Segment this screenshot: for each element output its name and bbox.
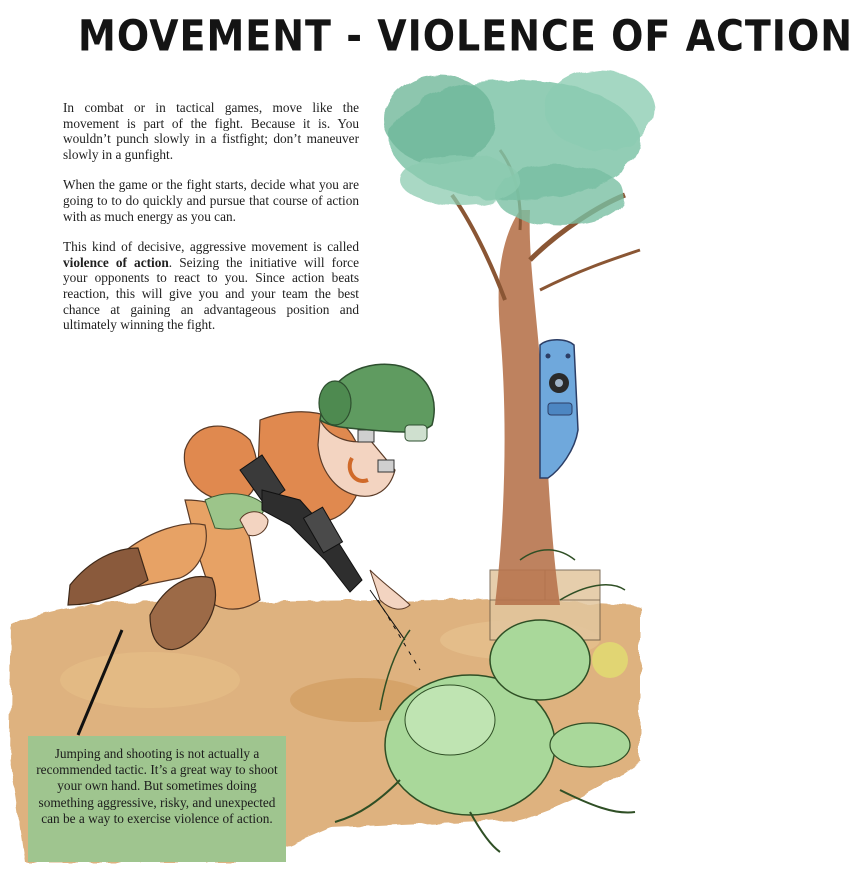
page-title: MOVEMENT - VIOLENCE OF ACTION — [78, 11, 853, 61]
paragraph-1: In combat or in tactical games, move like the movement is part of the fight. Because it is. You wouldn’t punch slowly in a fistfight; don’t maneuver slowly in a gunfight. — [63, 100, 359, 162]
violence-of-action-term: violence of action — [63, 254, 169, 270]
paragraph-2: When the game or the fight starts, decide what you are going to to do quickly and pursue that course of action with as much energy as you can. — [63, 177, 359, 224]
caption-box: Jumping and shooting is not actually a recommended tactic. It’s a great way to shoot your own hand. But sometimes doing something aggressive, risky, and unexpected can be a way to exercise violence of action. — [28, 736, 286, 862]
paragraph-3-start: This kind of decisive, aggressive movement is called — [63, 239, 359, 255]
tree-icon — [385, 70, 655, 605]
robot-icon — [540, 340, 578, 478]
paragraph-3-end: . Seizing the initiative will force your opponents to react to you. Since action beats reaction, this will give you and your team the best chance at gaining an advantageous position and ultimately winning the fight. — [63, 254, 359, 333]
